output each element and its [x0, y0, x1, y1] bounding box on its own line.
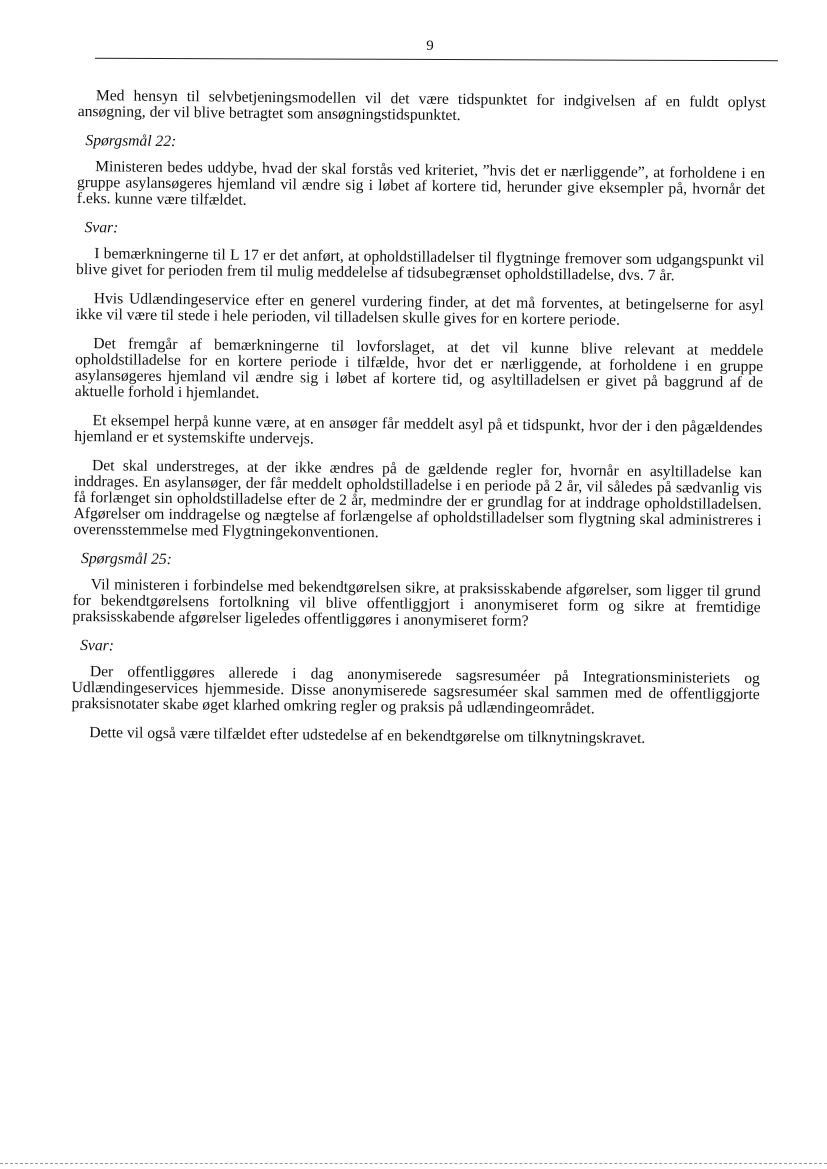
answer-paragraph-1: I bemærkningerne til L 17 er det anført, at opholdstilladelser til flygtninge fremover som udgangspunkt vil blive givet for perioden frem til mulig meddelelse af tidsubegrænset opholdstilladelse, dvs. 7 år. [76, 245, 765, 285]
answer-paragraph-5: Det skal understreges, at der ikke ændres på de gældende regler for, hvornår en asyltilladelse kan inddrages. En asylansøger, der får meddelt opholdstilladelse i en periode på 2 år, vil således på sædvanlig vis få forlænget sin opholdstilladelse efter de 2 år, medmindre der er grundlag for at inddrage opholdstilladelsen. Afgørelser om inddragelse og nægtelse af forlængelse af opholdstilladelser som flygtning skal administreres i overensstemmelse med Flygtningekonventionen. [73, 457, 763, 542]
bottom-scan-edge [0, 1163, 827, 1164]
answer-heading-25: Svar: [80, 637, 115, 655]
answer-paragraph-4: Et eksempel herpå kunne være, at en ansøger får meddelt asyl på et tidspunkt, hvor der i den pågældendes hjemland er et systemskifte undervejs. [74, 412, 763, 448]
answer-heading-22: Svar: [84, 219, 119, 237]
question-heading-25: Spørgsmål 25: [80, 550, 172, 569]
question-text-22: Ministeren bedes uddybe, hvad der skal forstås ved kriteriet, ”hvis det er nærliggende”, at forholdene i en gruppe asylansøgeres hjemland vil ændre sig i løbet af kortere tid, herunder give eksempler på, hvornår det f.eks. kunne være tilfældet. [76, 158, 766, 209]
document-body [71, 88, 766, 761]
question-heading-22: Spørgsmål 22: [85, 132, 177, 151]
header-rule [95, 58, 778, 61]
question-text-25: Vil ministeren i forbindelse med bekendtgørelsen sikre, at praksisskabende afgørelser, som ligger til grund for bekendtgørelsens fortolkning vil blive offentliggjort i anonymiseret form og sikre at fremtidige praksisskabende afgørelser ligeledes offentliggøres i anonymiseret form? [72, 576, 761, 630]
answer-paragraph-3: Det fremgår af bemærkningerne til lovforslaget, at det vil kunne blive relevant at meddele opholdstilladelse for en kortere periode i tilfælde, hvor det er nærliggende, at forholdene i en gruppe asylansøgeres hjemland vil ændre sig i løbet af kortere tid, og asyltilladelsen er givet på baggrund af de aktuelle forhold i hjemlandet. [74, 335, 764, 402]
answer-paragraph-6: Der offentliggøres allerede i dag anonymiserede sagsresuméer på Integrationsministeriets og Udlændingeservices hjemmeside. Disse anonymiserede sagsresuméer skal sammen med de offentliggjorte praksisnotater skabe øget klarhed omkring regler og praksis på udlændingeområdet. [71, 663, 760, 718]
paragraph-intro: Med hensyn til selvbetjeningsmodellen vil det være tidspunktet for indgivelsen af en fuldt oplyst ansøgning, der vil blive betragtet som ansøgningstidspunktet. [77, 87, 766, 125]
page-number: 9 [426, 38, 434, 54]
answer-paragraph-2: Hvis Udlændingeservice efter en generel vurdering finder, at det må forventes, at betingelserne for asyl ikke vil være til stede i hele perioden, vil tilladelsen skulle gives for en kortere periode. [75, 290, 764, 329]
answer-paragraph-7: Dette vil også være tilfældet efter udstedelse af en bekendtgørelse om tilknytningskravet. [89, 724, 646, 747]
